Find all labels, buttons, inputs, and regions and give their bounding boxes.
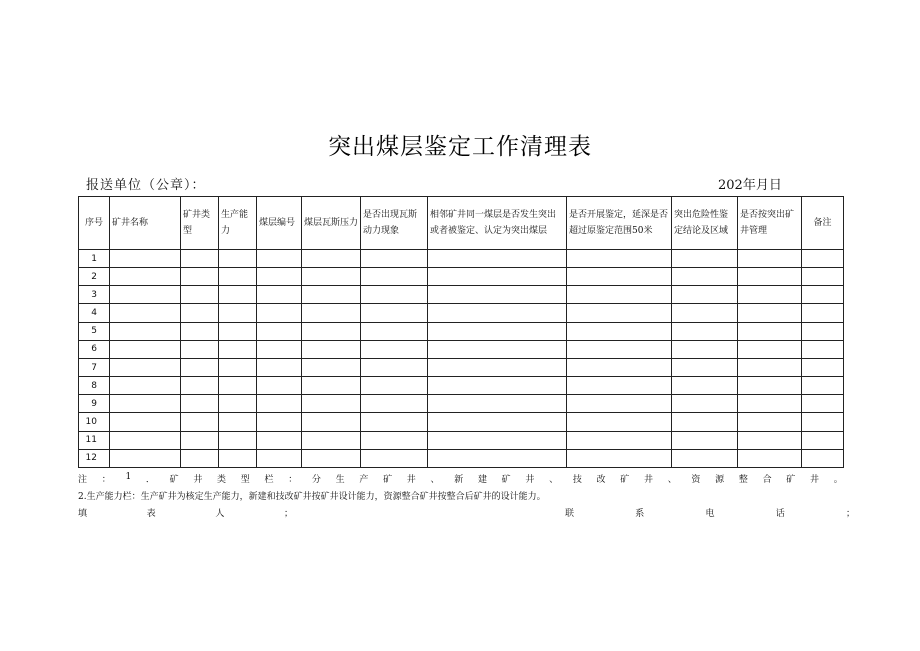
filler-char: 表 (146, 509, 156, 519)
note-mine-type-char: 源 (715, 475, 725, 485)
row-number-cell[interactable]: 6 (79, 340, 110, 358)
table-cell[interactable] (428, 304, 567, 322)
table-cell[interactable] (257, 322, 302, 340)
header-seq-no: 序号 (79, 197, 110, 250)
table-cell[interactable] (567, 358, 672, 376)
table-cell[interactable] (302, 304, 361, 322)
table-cell[interactable] (738, 268, 802, 286)
table-cell[interactable] (110, 340, 181, 358)
note-mine-type-char: 矿 (501, 475, 511, 485)
table-cell[interactable] (302, 377, 361, 395)
table-cell[interactable] (302, 449, 361, 467)
table-cell[interactable] (567, 340, 672, 358)
table-cell[interactable] (802, 340, 844, 358)
table-row (79, 340, 844, 358)
table-cell[interactable] (672, 449, 738, 467)
document-title: 突出煤层鉴定工作清理表 (328, 134, 592, 160)
table-cell[interactable] (802, 250, 844, 268)
row-number-cell[interactable]: 1 (79, 250, 110, 268)
table-cell[interactable] (302, 413, 361, 431)
table-cell[interactable] (110, 431, 181, 449)
phone-char: 电 (705, 509, 715, 519)
table-cell[interactable] (738, 322, 802, 340)
table-cell[interactable] (219, 286, 257, 304)
table-cell[interactable] (802, 413, 844, 431)
note-mine-type-char: 1 (125, 472, 132, 482)
table-cell[interactable] (181, 322, 219, 340)
table-cell[interactable] (672, 286, 738, 304)
table-cell[interactable] (110, 250, 181, 268)
table-cell[interactable] (257, 304, 302, 322)
table-cell[interactable] (257, 286, 302, 304)
table-cell[interactable] (257, 431, 302, 449)
table-cell[interactable] (219, 304, 257, 322)
table-cell[interactable] (738, 358, 802, 376)
table-cell[interactable] (428, 322, 567, 340)
table-row (79, 286, 844, 304)
table-cell[interactable] (110, 377, 181, 395)
note-mine-type-char: 技 (572, 475, 582, 485)
table-cell[interactable] (361, 358, 428, 376)
date-label: 202年月日 (718, 178, 782, 193)
table-cell[interactable] (181, 250, 219, 268)
table-cell[interactable] (672, 413, 738, 431)
table-cell[interactable] (302, 322, 361, 340)
header-gas-dynamic: 是否出现瓦斯动力现象 (361, 197, 428, 250)
note-mine-type-char: 矿 (786, 475, 796, 485)
row-number-cell[interactable]: 8 (79, 377, 110, 395)
table-cell[interactable] (738, 413, 802, 431)
header-mine-name: 矿井名称 (110, 197, 181, 250)
table-cell[interactable] (802, 377, 844, 395)
table-cell[interactable] (257, 449, 302, 467)
table-cell[interactable] (672, 322, 738, 340)
table-cell[interactable] (738, 431, 802, 449)
note-mine-type-char: 整 (738, 475, 748, 485)
table-cell[interactable] (428, 395, 567, 413)
table-cell[interactable] (181, 358, 219, 376)
table-cell[interactable] (428, 449, 567, 467)
header-identification-done: 是否开展鉴定，延深是否超过原鉴定范围50米 (567, 197, 672, 250)
filler-char: 填 (78, 509, 88, 519)
table-cell[interactable] (672, 250, 738, 268)
table-cell[interactable] (361, 413, 428, 431)
filler-label (78, 506, 293, 519)
table-cell[interactable] (219, 268, 257, 286)
note-mine-type-char: ： (288, 475, 298, 485)
table-cell[interactable] (738, 395, 802, 413)
table-cell[interactable] (361, 431, 428, 449)
note-mine-type-char: 建 (477, 475, 487, 485)
note-mine-type-char: 新 (454, 475, 464, 485)
table-cell[interactable] (181, 413, 219, 431)
note-mine-type-char: 。 (833, 475, 843, 485)
report-unit-label: 报送单位（公章）： (86, 178, 206, 193)
table-cell[interactable] (428, 377, 567, 395)
table-cell[interactable] (428, 413, 567, 431)
table-cell[interactable] (181, 340, 219, 358)
table-cell[interactable] (361, 268, 428, 286)
header-risk-conclusion: 突出危险性鉴定结论及区域 (672, 197, 738, 250)
table-row (79, 413, 844, 431)
note-mine-type-char: 栏 (264, 475, 274, 485)
table-row (79, 304, 844, 322)
table-cell[interactable] (181, 377, 219, 395)
table-cell[interactable] (567, 322, 672, 340)
table-cell[interactable] (672, 340, 738, 358)
table-cell[interactable] (802, 431, 844, 449)
note-mine-type-char: 产 (359, 475, 369, 485)
header-outburst-management: 是否按突出矿井管理 (738, 197, 802, 250)
table-cell[interactable] (361, 449, 428, 467)
table-cell[interactable] (567, 250, 672, 268)
table-cell[interactable] (672, 395, 738, 413)
table-cell[interactable] (738, 340, 802, 358)
note-mine-type-char: 型 (240, 475, 250, 485)
table-cell[interactable] (738, 449, 802, 467)
note-mine-type (78, 472, 843, 485)
table-cell[interactable] (567, 268, 672, 286)
table-cell[interactable] (219, 395, 257, 413)
table-cell[interactable] (110, 322, 181, 340)
row-number-cell[interactable]: 4 (79, 304, 110, 322)
table-cell[interactable] (257, 268, 302, 286)
note-mine-type-char: 井 (810, 475, 820, 485)
table-row (79, 268, 844, 286)
note-mine-type-char: 、 (549, 475, 559, 485)
note-mine-type-char: 井 (525, 475, 535, 485)
note-mine-type-char: 改 (596, 475, 606, 485)
note-mine-type-char: 类 (217, 475, 227, 485)
header-remarks: 备注 (802, 197, 844, 250)
note-mine-type-char: 分 (311, 475, 321, 485)
table-cell[interactable] (567, 413, 672, 431)
note-mine-type-char: 矿 (383, 475, 393, 485)
table-cell[interactable] (219, 431, 257, 449)
table-cell[interactable] (802, 304, 844, 322)
row-number-cell[interactable]: 2 (79, 268, 110, 286)
table-cell[interactable] (672, 304, 738, 322)
table-cell[interactable] (219, 340, 257, 358)
table-cell[interactable] (302, 431, 361, 449)
table-cell[interactable] (257, 413, 302, 431)
table-cell[interactable] (361, 286, 428, 304)
filler-char: 人 (215, 509, 225, 519)
table-cell[interactable] (361, 340, 428, 358)
table-row (79, 322, 844, 340)
row-number-cell[interactable]: 12 (79, 449, 110, 467)
header-capacity: 生产能力 (219, 197, 257, 250)
table-cell[interactable] (672, 358, 738, 376)
table-cell[interactable] (567, 431, 672, 449)
table-cell[interactable] (219, 358, 257, 376)
row-number-cell[interactable]: 5 (79, 322, 110, 340)
table-cell[interactable] (738, 250, 802, 268)
table-row (79, 449, 844, 467)
table-cell[interactable] (110, 358, 181, 376)
phone-char: ； (845, 509, 855, 519)
header-seam-number: 煤层编号 (257, 197, 302, 250)
table-cell[interactable] (219, 449, 257, 467)
table-row (79, 358, 844, 376)
note-mine-type-char: ． (145, 475, 155, 485)
table-cell[interactable] (361, 322, 428, 340)
table-cell[interactable] (428, 268, 567, 286)
table-cell[interactable] (567, 395, 672, 413)
cleanup-table (78, 196, 844, 468)
table-cell[interactable] (302, 250, 361, 268)
table-cell[interactable] (428, 340, 567, 358)
note-mine-type-char: 井 (193, 475, 203, 485)
header-mine-type: 矿井类型 (181, 197, 219, 250)
note-mine-type-char: 井 (643, 475, 653, 485)
table-cell[interactable] (219, 250, 257, 268)
table-cell[interactable] (181, 304, 219, 322)
phone-char: 系 (635, 509, 645, 519)
note-mine-type-char: 资 (691, 475, 701, 485)
note-mine-type-char: 矿 (169, 475, 179, 485)
note-mine-type-char: 合 (762, 475, 772, 485)
table-cell[interactable] (567, 286, 672, 304)
note-capacity: 2.生产能力栏：生产矿井为核定生产能力，新建和技改矿井按矿井设计能力，资源整合矿井按整合后矿井的设计能力。 (78, 492, 546, 502)
note-mine-type-char: 生 (335, 475, 345, 485)
table-cell[interactable] (361, 250, 428, 268)
table-cell[interactable] (302, 268, 361, 286)
table-cell[interactable] (257, 340, 302, 358)
filler-char: ； (283, 509, 293, 519)
table-row (79, 431, 844, 449)
table-cell[interactable] (181, 268, 219, 286)
table-cell[interactable] (802, 268, 844, 286)
table-cell[interactable] (361, 395, 428, 413)
table-cell[interactable] (302, 395, 361, 413)
row-number-cell[interactable]: 9 (79, 395, 110, 413)
table-cell[interactable] (428, 431, 567, 449)
table-cell[interactable] (802, 322, 844, 340)
table-cell[interactable] (672, 377, 738, 395)
table-cell[interactable] (181, 286, 219, 304)
phone-label (565, 506, 855, 519)
table-cell[interactable] (181, 431, 219, 449)
table-cell[interactable] (219, 413, 257, 431)
row-number-cell[interactable]: 3 (79, 286, 110, 304)
table-cell[interactable] (428, 358, 567, 376)
note-mine-type-text (78, 472, 843, 485)
table-cell[interactable] (802, 286, 844, 304)
table-cell[interactable] (110, 286, 181, 304)
table-cell[interactable] (672, 431, 738, 449)
table-cell[interactable] (257, 358, 302, 376)
header-gas-pressure: 煤层瓦斯压力 (302, 197, 361, 250)
table-cell[interactable] (738, 304, 802, 322)
note-mine-type-char: ： (101, 475, 111, 485)
table-cell[interactable] (110, 304, 181, 322)
table-cell[interactable] (257, 377, 302, 395)
table-header-row (79, 197, 844, 250)
table-cell[interactable] (219, 377, 257, 395)
table-cell[interactable] (802, 358, 844, 376)
table-cell[interactable] (302, 286, 361, 304)
table-cell[interactable] (567, 449, 672, 467)
table-row (79, 250, 844, 268)
note-mine-type-char: 井 (406, 475, 416, 485)
phone-char: 联 (565, 509, 575, 519)
table-cell[interactable] (257, 395, 302, 413)
table-cell[interactable] (219, 322, 257, 340)
note-mine-type-char: 注 (78, 475, 88, 485)
table-cell[interactable] (738, 377, 802, 395)
table-cell[interactable] (302, 340, 361, 358)
table-cell[interactable] (738, 286, 802, 304)
table-cell[interactable] (302, 358, 361, 376)
table-cell[interactable] (567, 377, 672, 395)
table-cell[interactable] (110, 413, 181, 431)
table-cell[interactable] (181, 449, 219, 467)
phone-char: 话 (775, 509, 785, 519)
table-cell[interactable] (428, 250, 567, 268)
table-row (79, 395, 844, 413)
table-cell[interactable] (110, 395, 181, 413)
table-cell[interactable] (361, 304, 428, 322)
table-cell[interactable] (567, 304, 672, 322)
note-mine-type-char: 、 (667, 475, 677, 485)
table-cell[interactable] (802, 449, 844, 467)
table-cell[interactable] (361, 377, 428, 395)
table-cell[interactable] (110, 268, 181, 286)
table-cell[interactable] (802, 395, 844, 413)
table-cell[interactable] (110, 449, 181, 467)
table-cell[interactable] (672, 268, 738, 286)
table-cell[interactable] (181, 395, 219, 413)
header-adjacent-mine: 相邻矿井同一煤层是否发生突出或者被鉴定、认定为突出煤层 (428, 197, 567, 250)
row-number-cell[interactable]: 11 (79, 431, 110, 449)
table-row (79, 377, 844, 395)
note-mine-type-char: 矿 (620, 475, 630, 485)
row-number-cell[interactable]: 7 (79, 358, 110, 376)
note-filler-contact (78, 506, 855, 519)
table-cell[interactable] (428, 286, 567, 304)
row-number-cell[interactable]: 10 (79, 413, 110, 431)
note-mine-type-char: 、 (430, 475, 440, 485)
table-cell[interactable] (257, 250, 302, 268)
